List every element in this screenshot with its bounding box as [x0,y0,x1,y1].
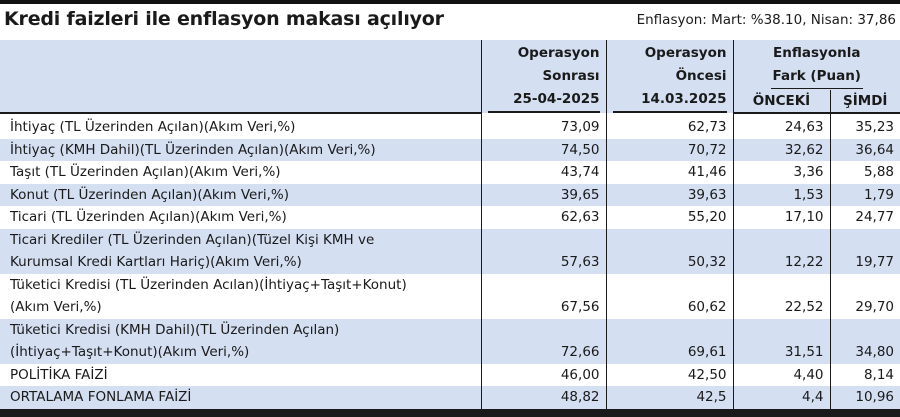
row-label: Taşıt (TL Üzerinden Açılan)(Akım Veri,%) [0,161,481,184]
header-before-date: 14.03.2025 [613,88,727,113]
cell-prev: 22,52 [733,274,830,319]
cell-before: 55,20 [606,206,733,229]
cell-before: 62,73 [606,113,733,139]
header-before-operation [606,40,733,113]
cell-after: 39,65 [481,184,606,207]
cell-after: 72,66 [481,319,606,364]
header-gap-line2: Fark (Puan) [771,65,863,89]
cell-prev: 3,36 [733,161,830,184]
page-title: Kredi faizleri ile enflasyon makası açılıyor [4,8,444,30]
top-rule [0,0,900,4]
header-after-line1: Operasyon [517,45,600,61]
cell-before: 42,50 [606,364,733,387]
table-row [0,206,900,229]
cell-before: 60,62 [606,274,733,319]
cell-before: 41,46 [606,161,733,184]
table-row [0,274,900,319]
loan-rate-table [0,40,900,409]
header-after-line2: Sonrası [542,68,600,84]
cell-now: 24,77 [855,209,895,225]
table-row [0,184,900,207]
cell-prev: 24,63 [733,113,830,139]
row-label [0,274,481,319]
cell-prev: 12,22 [733,229,830,274]
cell-after: 73,09 [481,113,606,139]
row-label: POLİTİKA FAİZİ [0,364,481,387]
cell-now: 5,88 [863,164,895,180]
header-before-line2: Öncesi [675,68,727,84]
table-row [0,161,900,184]
cell-now: 34,80 [830,319,900,364]
cell-after: 43,74 [481,161,606,184]
header-after-operation [481,40,606,113]
header-before-line1: Operasyon [644,45,727,61]
table-row [0,319,900,364]
row-label: ORTALAMA FONLAMA FAİZİ [0,386,481,409]
cell-before: 70,72 [606,139,733,162]
row-label-line2: (Akım Veri,%) [10,299,102,315]
table-row [0,229,900,274]
cell-prev: 17,10 [733,206,830,229]
header-gap-line1: Enflasyonla [773,45,861,61]
row-label: İhtiyaç (KMH Dahil)(TL Üzerinden Açılan)(Akım Veri,%) [0,139,481,162]
row-label: İhtiyaç (TL Üzerinden Açılan)(Akım Veri,%) [0,113,481,139]
cell-after: 57,63 [481,229,606,274]
row-label-line1: Tüketici Kredisi (KMH Dahil)(TL Üzerinden Açılan) [10,321,340,338]
row-label [0,229,481,274]
table-row [0,139,900,162]
row-label-line2: (İhtiyaç+Taşıt+Konut)(Akım Veri,%) [10,344,250,360]
cell-now: 1,79 [830,184,900,207]
cell-now: 36,64 [830,139,900,162]
cell-before: 42,5 [606,386,733,409]
row-label-line1: Ticari Krediler (TL Üzerinden Açılan)(Tüzel Kişi KMH ve [10,231,375,248]
header-blank [0,40,481,113]
cell-prev: 4,4 [733,386,830,409]
cell-before: 69,61 [606,319,733,364]
cell-after: 46,00 [481,364,606,387]
cell-now: 35,23 [855,119,895,135]
row-label: Konut (TL Üzerinden Açılan)(Akım Veri,%) [0,184,481,207]
header-after-date: 25-04-2025 [488,88,600,113]
cell-now: 8,14 [863,366,895,383]
header-now: ŞİMDİ [830,90,900,113]
cell-after: 62,63 [481,206,606,229]
cell-now: 29,70 [855,299,895,315]
bottom-rule [0,409,900,417]
row-label-line2: Kurumsal Kredi Kartları Hariç)(Akım Veri,%) [10,254,302,270]
cell-prev: 1,53 [733,184,830,207]
cell-prev: 32,62 [733,139,830,162]
table-row [0,364,900,387]
row-label: Ticari (TL Üzerinden Açılan)(Akım Veri,%) [0,206,481,229]
table-row [0,386,900,409]
cell-now: 10,96 [830,386,900,409]
header-prev: ÖNCEKİ [733,90,830,113]
row-label-line1: Tüketici Kredisi (TL Üzerinden Acılan)(İhtiyaç+Taşıt+Konut) [10,276,407,293]
cell-after: 48,82 [481,386,606,409]
cell-before: 39,63 [606,184,733,207]
cell-before: 50,32 [606,229,733,274]
header-inflation-gap [733,40,900,90]
cell-after: 67,56 [481,274,606,319]
row-label [0,319,481,364]
cell-now: 19,77 [830,229,900,274]
inflation-note: Enflasyon: Mart: %38.10, Nisan: 37,86 [636,12,896,28]
cell-prev: 31,51 [733,319,830,364]
cell-prev: 4,40 [733,364,830,387]
table-row [0,113,900,139]
cell-after: 74,50 [481,139,606,162]
